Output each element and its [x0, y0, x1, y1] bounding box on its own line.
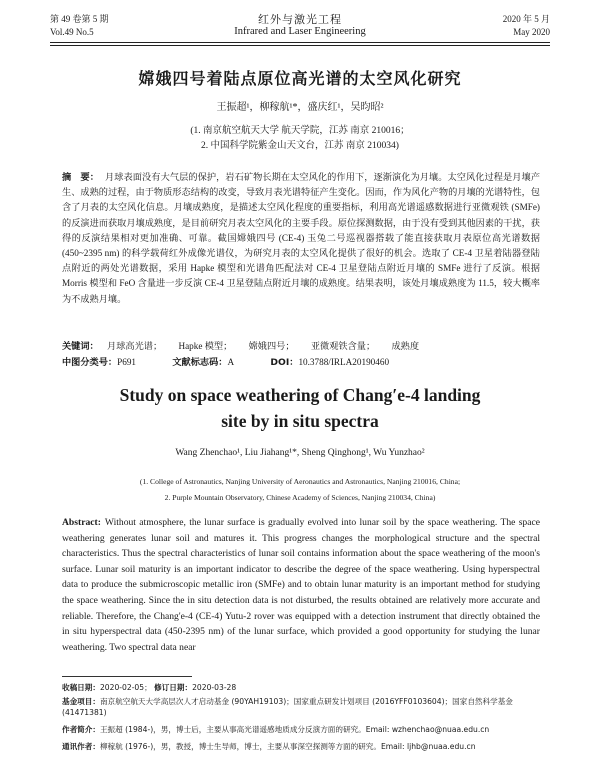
header-rule-thin	[50, 45, 550, 46]
doc-code-label: 文献标志码：	[172, 357, 228, 368]
footnote-dates	[62, 682, 540, 693]
doi-label: DOI：	[270, 357, 299, 368]
authors-en: Wang Zhenchao¹, Liu Jiahang¹*, Sheng Qinghong¹, Wu Yunzhao²	[175, 448, 425, 458]
title-en-line-1: Study on space weathering of Chang′e-4 landing	[119, 385, 481, 405]
authors-cn: 王振超¹，柳稼航¹*，盛庆红¹，吴昀昭²	[216, 102, 384, 113]
fund-label: 基金项目：	[62, 697, 100, 706]
footnote-corresponding	[62, 741, 540, 752]
abstract-cn	[62, 170, 540, 307]
affiliations-en	[0, 474, 600, 506]
abstract-en-text: Without atmosphere, the lunar surface is gradually evolved into lunar soil by the space weathering. The space weathering generates lunar soil and matures it. This progress changes the morphological structure and the spectral characteristics. Thus the spectral characteristics of lunar soil contains information about the space weathering of the moon's surface. Lunar soil maturity is an important indicator to describe the degree of the space weathering. Using hyperspectral data to produce the submicroscopic metallic iron (SMFe) and to obtain lunar maturity is an important method for studying the space weathering. Since the in situ detection data is not disturbed, the results obtained are relatively more accurate and reliable. Therefore, the Chang'e-4 (CE-4) Yutu-2 rover was equipped with a detection instrument that directly obtained the in situ hyperspectral data (450-2395 nm) of the lunar surface, which provided a good opportunity for studying the lunar weathering. Two spectral data near	[62, 517, 540, 653]
journal-name-en: Infrared and Laser Engineering	[234, 26, 366, 37]
author-bio-label: 作者简介：	[62, 725, 100, 734]
footnote-author	[62, 724, 540, 735]
received-date: 2020-02-05；	[99, 683, 152, 692]
classification-line	[62, 354, 540, 368]
issue-date-en: May 2020	[513, 27, 550, 37]
keywords-cn	[62, 338, 540, 352]
footnote-rule	[62, 676, 192, 677]
affiliation-cn-1: (1. 南京航空航天大学 航天学院，江苏 南京 210016；	[190, 126, 410, 136]
revised-label: 修订日期：	[154, 683, 193, 692]
footnote-fund	[62, 696, 540, 718]
abstract-en	[62, 515, 540, 655]
volume-cn: 第 49 卷第 5 期	[50, 14, 109, 24]
keyword: 嫦娥四号；	[248, 341, 295, 351]
volume-en: Vol.49 No.5	[50, 27, 94, 37]
journal-name-cn: 红外与激光工程	[258, 14, 342, 26]
affiliation-en-1: (1. College of Astronautics, Nanjing University of Aeronautics and Astronautics, Nanjing 210016, China;	[139, 477, 461, 486]
corresponding-text: 柳稼航 (1976-)，男，教授，博士生导师，博士，主要从事深空探测等方面的研究。Email: ljhb@nuaa.edu.cn	[99, 742, 476, 751]
header-rule-thick	[50, 42, 550, 43]
title-cn: 嫦娥四号着陆点原位高光谱的太空风化研究	[138, 69, 462, 88]
received-label: 收稿日期：	[62, 683, 100, 692]
clc-number: P691	[117, 357, 137, 367]
keyword: 亚微观铁含量；	[310, 341, 376, 351]
title-en	[0, 382, 600, 434]
affiliations-cn	[0, 124, 600, 154]
keyword: 成熟度	[391, 341, 420, 351]
corresponding-label: 通讯作者：	[62, 742, 100, 751]
doc-code: A	[227, 357, 235, 367]
fund-text: 南京航空航天大学高层次人才启动基金 (90YAH19103)；国家重点研发计划项目 (2016YFF0103604)；国家自然科学基金 (41471381)	[62, 697, 513, 717]
running-header	[50, 10, 550, 46]
keyword: Hapke 模型；	[178, 341, 233, 351]
clc-label: 中图分类号：	[62, 357, 118, 368]
abstract-cn-text: 月球表面没有大气层的保护，岩石矿物长期在太空风化的作用下，逐渐演化为月壤。太空风化过程是月壤产生、成熟的过程，由于物质形态结构的改变，导致月表光谱特征产生变化。因而，作为风化产物的月壤的光谱特性，包含了月表的太空风化信息。月壤成熟度，是描述太空风化程度的重要指标，利用高光谱遥感数据进行亚微观铁 (SMFe) 的反演进而获取月壤成熟度，是目前研究月表太空风化的主要手段。原位探测数据，由于没有受到其他因素的干扰，获得的反演结果相对更加准确、可靠。截国嫦娥四号 (CE-4) 玉兔二号巡视器搭载了能直接获取月表原位高光谱数据 (450~2395 nm) 的科学载荷红外成像光谱仪，为研究月表的太空风化提供了很好的机会。选取了 CE-4 卫星着陆器登陆点附近的两处光谱数据，采用 Hapke 模型和光谱角匹配法对 CE-4 卫星登陆点附近月壤的 SMFe 进行了反演。根据 Morris 模型和 FeO 含量进一步反演 CE-4 卫星登陆点附近月壤的成熟度。结果表明，该处月壤成熟度为 11.5，较大概率为不成熟月壤。	[62, 172, 541, 304]
issue-date-cn: 2020 年 5 月	[502, 14, 550, 24]
affiliation-en-2: 2. Purple Mountain Observatory, Chinese Academy of Sciences, Nanjing 210034, China)	[164, 493, 436, 502]
keywords-cn-label: 关键词：	[62, 341, 99, 352]
abstract-en-label: Abstract:	[62, 517, 101, 528]
doi-link[interactable]: 10.3788/IRLA20190460	[298, 357, 390, 367]
keyword: 月球高光谱；	[107, 341, 163, 351]
affiliation-cn-2: 2. 中国科学院紫金山天文台，江苏 南京 210034)	[201, 141, 399, 151]
author-bio-text: 王振超 (1984-)，男，博士后，主要从事高光谱遥感地质成分反演方面的研究。Email: wzhenchao@nuaa.edu.cn	[99, 725, 490, 734]
revised-date: 2020-03-28	[192, 683, 237, 692]
abstract-cn-label: 摘 要：	[62, 172, 100, 183]
title-en-line-2: site by in situ spectra	[221, 411, 379, 431]
